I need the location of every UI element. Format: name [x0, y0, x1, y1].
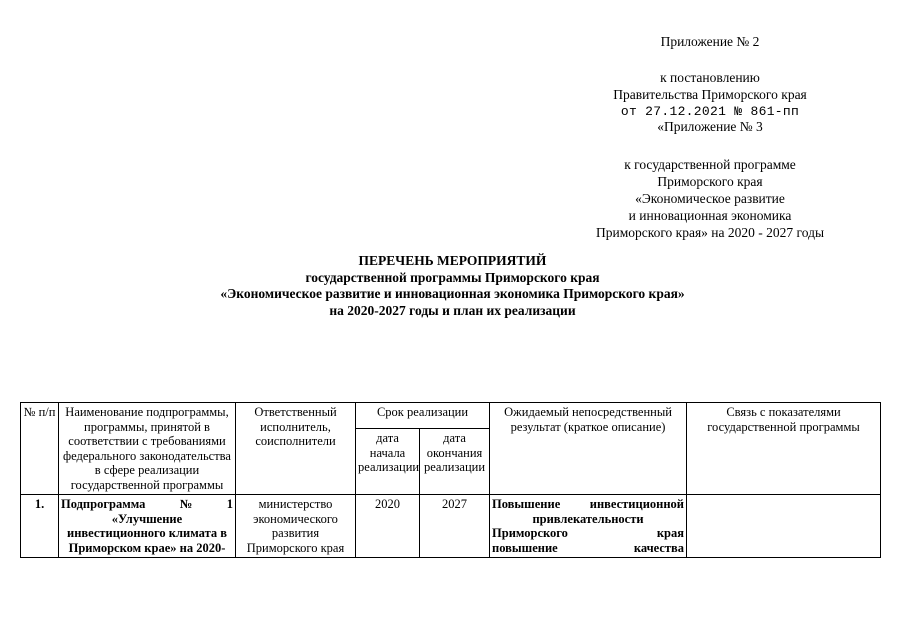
header-name: Наименование подпрограммы, программы, принятой в соответствии с требованиями федерального законодательства в сфере реализации государственной программы — [59, 403, 236, 495]
decree-gov-label: Правительства Приморского края — [613, 87, 807, 102]
header-period: Срок реализации — [356, 403, 490, 429]
decree-date-number: от 27.12.2021 № 861-пп — [620, 104, 800, 119]
row-link — [687, 495, 881, 558]
row-name-line-2: «Улучшение — [111, 511, 183, 526]
header-executor: Ответственный исполнитель, соисполнители — [236, 403, 356, 495]
title-line-2: государственной программы Приморского края — [305, 269, 600, 285]
row-name-line-1 — [61, 497, 233, 512]
row-name-word-number-sign: № — [179, 497, 193, 511]
row-result-word-3: Приморского — [492, 526, 568, 540]
header-start-date: дата начала реализации — [356, 429, 420, 495]
row-end-year: 2027 — [420, 495, 490, 558]
row-name-word-number: 1 — [226, 497, 233, 511]
row-result-word-1: Повышение — [492, 497, 561, 511]
table-row — [21, 495, 881, 558]
row-result-word-6: качества — [633, 540, 685, 555]
decree-to-label: к постановлению — [660, 70, 760, 85]
decree-reference — [560, 69, 860, 120]
row-name — [59, 495, 236, 558]
program-reference — [560, 156, 860, 241]
row-name-word-subprogram: Подпрограмма — [61, 497, 146, 511]
row-start-year: 2020 — [356, 495, 420, 558]
header-num: № п/п — [21, 403, 59, 495]
title-line-1: ПЕРЕЧЕНЬ МЕРОПРИЯТИЙ — [358, 253, 547, 268]
row-result-word-4: края — [656, 526, 685, 540]
title-line-4: на 2020-2027 годы и план их реализации — [329, 302, 576, 318]
row-result — [490, 495, 687, 558]
header-end-date: дата окончания реализации — [420, 429, 490, 495]
row-result-line-2: привлекательности — [532, 511, 644, 526]
appendix-3-label: «Приложение № 3 — [657, 119, 763, 134]
activities-table — [20, 402, 881, 558]
appendix-3-block — [560, 118, 860, 135]
header-link: Связь с показателями государственной программы — [687, 403, 881, 495]
row-result-line-1 — [492, 497, 684, 512]
header-result: Ожидаемый непосредственный результат (краткое описание) — [490, 403, 687, 495]
title-line-3: «Экономическое развитие и инновационная экономика Приморского края» — [220, 286, 685, 301]
row-result-word-2: инвестиционной — [589, 497, 685, 511]
row-num: 1. — [21, 495, 59, 558]
document-title — [0, 253, 905, 319]
program-years-label: Приморского края» на 2020 - 2027 годы — [595, 225, 825, 240]
appendix-2-label: Приложение № 2 — [660, 34, 760, 49]
program-name-line1: «Экономическое развитие — [635, 191, 785, 206]
program-to-label: к государственной программе — [624, 157, 796, 172]
row-name-line-3: инвестиционного климата в — [67, 526, 227, 540]
table-header-row — [21, 403, 881, 429]
row-result-line-3 — [492, 526, 684, 541]
program-region-label: Приморского края — [657, 174, 763, 189]
program-name-line2: и инновационная экономика — [628, 208, 792, 223]
row-name-line-4: Приморском крае» на 2020- — [68, 540, 226, 555]
row-executor: министерство экономического развития Приморского края — [236, 495, 356, 558]
row-result-word-5: повышение — [492, 540, 558, 555]
row-result-line-4 — [492, 541, 684, 556]
appendix-number — [560, 33, 860, 50]
